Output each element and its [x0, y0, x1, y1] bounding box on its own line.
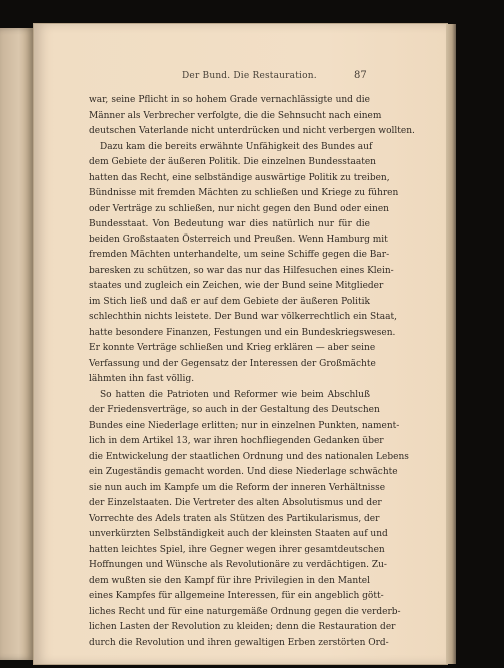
paragraph: [89, 140, 399, 388]
text-line: Dazu kam die bereits erwähnte Unfähigkeit des Bundes auf: [100, 141, 373, 152]
text-line: die Entwickelung der staatlichen Ordnung und des nationalen Lebens: [89, 451, 409, 462]
text-line: lich in dem Artikel 13, war ihren hochfliegenden Gedanken über: [89, 436, 384, 446]
text-line: dem wußten sie den Kampf für ihre Privilegien in den Mantel: [89, 575, 370, 586]
text-line: fremden Mächten unterhandelte, um seine Schiffe gegen die Bar-: [89, 250, 390, 260]
text-line: Er konnte Verträge schließen und Krieg erklären — aber seine: [89, 343, 376, 353]
text-line: lichen Lasten der Revolution zu kleiden; denn die Restauration der: [89, 622, 396, 632]
text-line: ein Zugeständis gemacht worden. Und diese Niederlage schwächte: [89, 467, 398, 477]
text-line: der Einzelstaaten. Die Vertreter des alten Absolutismus und der: [89, 498, 382, 508]
text-line: hatten leichtes Spiel, ihre Gegner wegen ihrer gesamtdeutschen: [89, 544, 385, 555]
text-line: der Friedensverträge, so auch in der Gestaltung des Deutschen: [89, 405, 380, 415]
text-line: lähmten ihn fast völlig.: [89, 374, 195, 384]
text-line: baresken zu schützen, so war das nur das Hilfesuchen eines Klein-: [89, 265, 394, 276]
paragraph: [89, 388, 409, 652]
text-line: Männer als Verbrecher verfolgte, die die Sehnsucht nach einem: [89, 110, 382, 121]
text-line: Bundes eine Niederlage erlitten; nur in einzelnen Punkten, nament-: [89, 420, 400, 431]
text-line: im Stich ließ und daß er auf dem Gebiete der äußeren Politik: [89, 296, 370, 307]
page-number: 87: [354, 70, 367, 81]
page-edge-shadow: [446, 24, 456, 664]
text-line: war, seine Pflicht in so hohem Grade vernachlässigte und die: [89, 95, 370, 105]
text-line: dem Gebiete der äußeren Politik. Die einzelnen Bundesstaaten: [89, 157, 376, 167]
text-line: staates und zugleich ein Zeichen, wie der Bund seine Mitglieder: [89, 281, 384, 291]
text-line: hatten das Recht, eine selbständige auswärtige Politik zu treiben,: [89, 172, 390, 183]
text-line: hatte besondere Finanzen, Festungen und ein Bundeskriegswesen.: [89, 327, 396, 338]
left-page-edge: [0, 28, 34, 660]
text-line: durch die Revolution und ihren gewaltigen Erben zerstörten Ord-: [89, 637, 389, 648]
text-line: sie nun auch im Kampfe um die Reform der inneren Verhältnisse: [89, 482, 386, 493]
paragraph: [89, 93, 415, 140]
text-line: Verfassung und der Gegensatz der Interessen der Großmächte: [89, 358, 376, 369]
text-line: Vorrechte des Adels traten als Stützen des Partikularismus, der: [89, 513, 380, 524]
text-line: Bundesstaat. Von Bedeutung war dies natürlich nur für die: [89, 219, 370, 229]
text-line: Hoffnungen und Wünsche als Revolutionäre zu verdächtigen. Zu-: [89, 560, 387, 570]
text-line: Bündnisse mit fremden Mächten zu schließen und Kriege zu führen: [89, 188, 399, 198]
text-line: oder Verträge zu schließen, nur nicht gegen den Bund oder einen: [89, 203, 389, 214]
body-text: [89, 93, 415, 651]
text-line: unverkürzten Selbständigkeit auch der kleinsten Staaten auf und: [89, 529, 388, 539]
text-line: deutschen Vaterlande nicht unterdrücken und nicht verbergen wollten.: [89, 126, 415, 136]
text-line: schlechthin nichts leistete. Der Bund war völkerrechtlich ein Staat,: [89, 312, 397, 322]
text-line: eines Kampfes für allgemeine Interessen, für ein angeblich gött-: [89, 591, 384, 601]
running-head: Der Bund. Die Restauration.: [182, 71, 317, 81]
text-line: beiden Großstaaten Österreich und Preußen. Wenn Hamburg mit: [89, 234, 388, 245]
text-line: So hatten die Patrioten und Reformer wie beim Abschluß: [100, 389, 370, 400]
text-line: liches Recht und für eine naturgemäße Ordnung gegen die verderb-: [89, 606, 401, 617]
